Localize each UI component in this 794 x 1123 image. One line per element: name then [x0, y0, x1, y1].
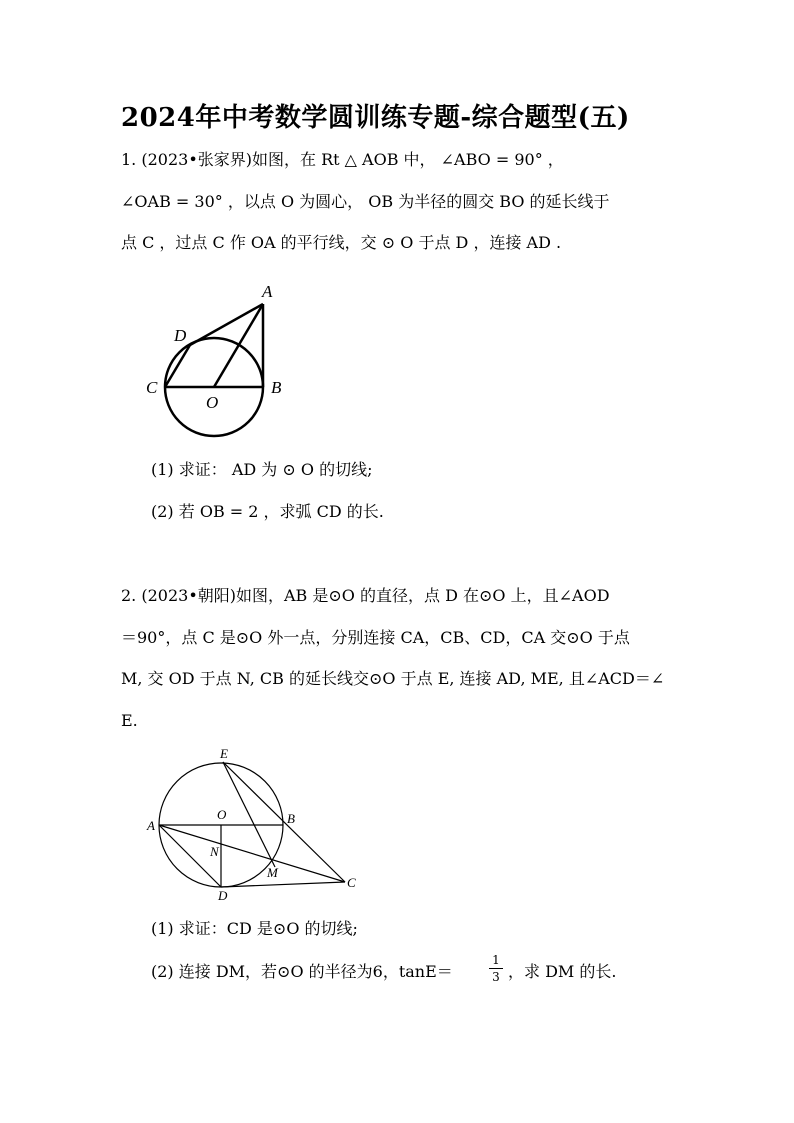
q1-label-C: C [146, 378, 158, 397]
q2-label-A: A [147, 818, 155, 833]
q2-label-D: D [218, 888, 228, 903]
q2-line-2: ＝90°，点 C 是⊙O 外一点，分别连接 CA，CB、CD，CA 交⊙O 于点 [121, 628, 630, 647]
page-title: 2024年中考数学圆训练专题-综合题型(五) [121, 103, 630, 133]
q1-figure [140, 275, 300, 445]
q2-label-M: M [267, 865, 278, 880]
q1-label-D: D [174, 326, 187, 345]
q1-label-O: O [206, 393, 219, 412]
q2-label-N: N [210, 844, 219, 859]
q2-fraction-denominator: 3 [492, 970, 500, 984]
q2-line-4: E. [121, 711, 138, 730]
q2-fraction-one-third [489, 953, 503, 984]
q2-fraction-bar [489, 968, 503, 969]
q2-line-3: M, 交 OD 于点 N, CB 的延长线交⊙O 于点 E, 连接 AD, ME, 且∠ACD＝∠ [121, 669, 665, 688]
q2-subquestion-2-end: ，求 DM 的长. [508, 962, 617, 981]
q1-line-2: ∠OAB = 30° ，以点 O 为圆心， OB 为半径的圆交 BO 的延长线于 [121, 192, 610, 211]
q2-fraction-numerator: 1 [492, 953, 500, 967]
q1-label-A: A [262, 282, 273, 301]
q2-figure [140, 745, 370, 905]
q1-subquestion-1: (1) 求证： AD 为 ⊙ O 的切线; [151, 460, 373, 479]
q1-subquestion-2: (2) 若 OB = 2 ，求弧 CD 的长. [151, 502, 384, 521]
q2-segment-EM [223, 762, 275, 867]
q2-subquestion-1: (1) 求证：CD 是⊙O 的切线; [151, 919, 358, 938]
q2-label-E: E [220, 746, 228, 761]
q2-segment-EC [223, 762, 345, 882]
q2-label-O: O [217, 807, 227, 822]
q2-label-C: C [347, 875, 356, 890]
q1-line-3: 点 C ，过点 C 作 OA 的平行线，交 ⊙ O 于点 D ，连接 AD . [121, 233, 562, 252]
q2-subquestion-2-start: (2) 连接 DM，若⊙O 的半径为6，tanE＝ [151, 962, 453, 981]
q1-line-1: 1. (2023•张家界)如图，在 Rt △ AOB 中， ∠ABO = 90° ， [121, 150, 564, 169]
q2-line-1: 2. (2023•朝阳)如图，AB 是⊙O 的直径，点 D 在⊙O 上，且∠AOD [121, 586, 610, 605]
q1-label-B: B [271, 378, 282, 397]
q2-label-B: B [287, 811, 295, 826]
